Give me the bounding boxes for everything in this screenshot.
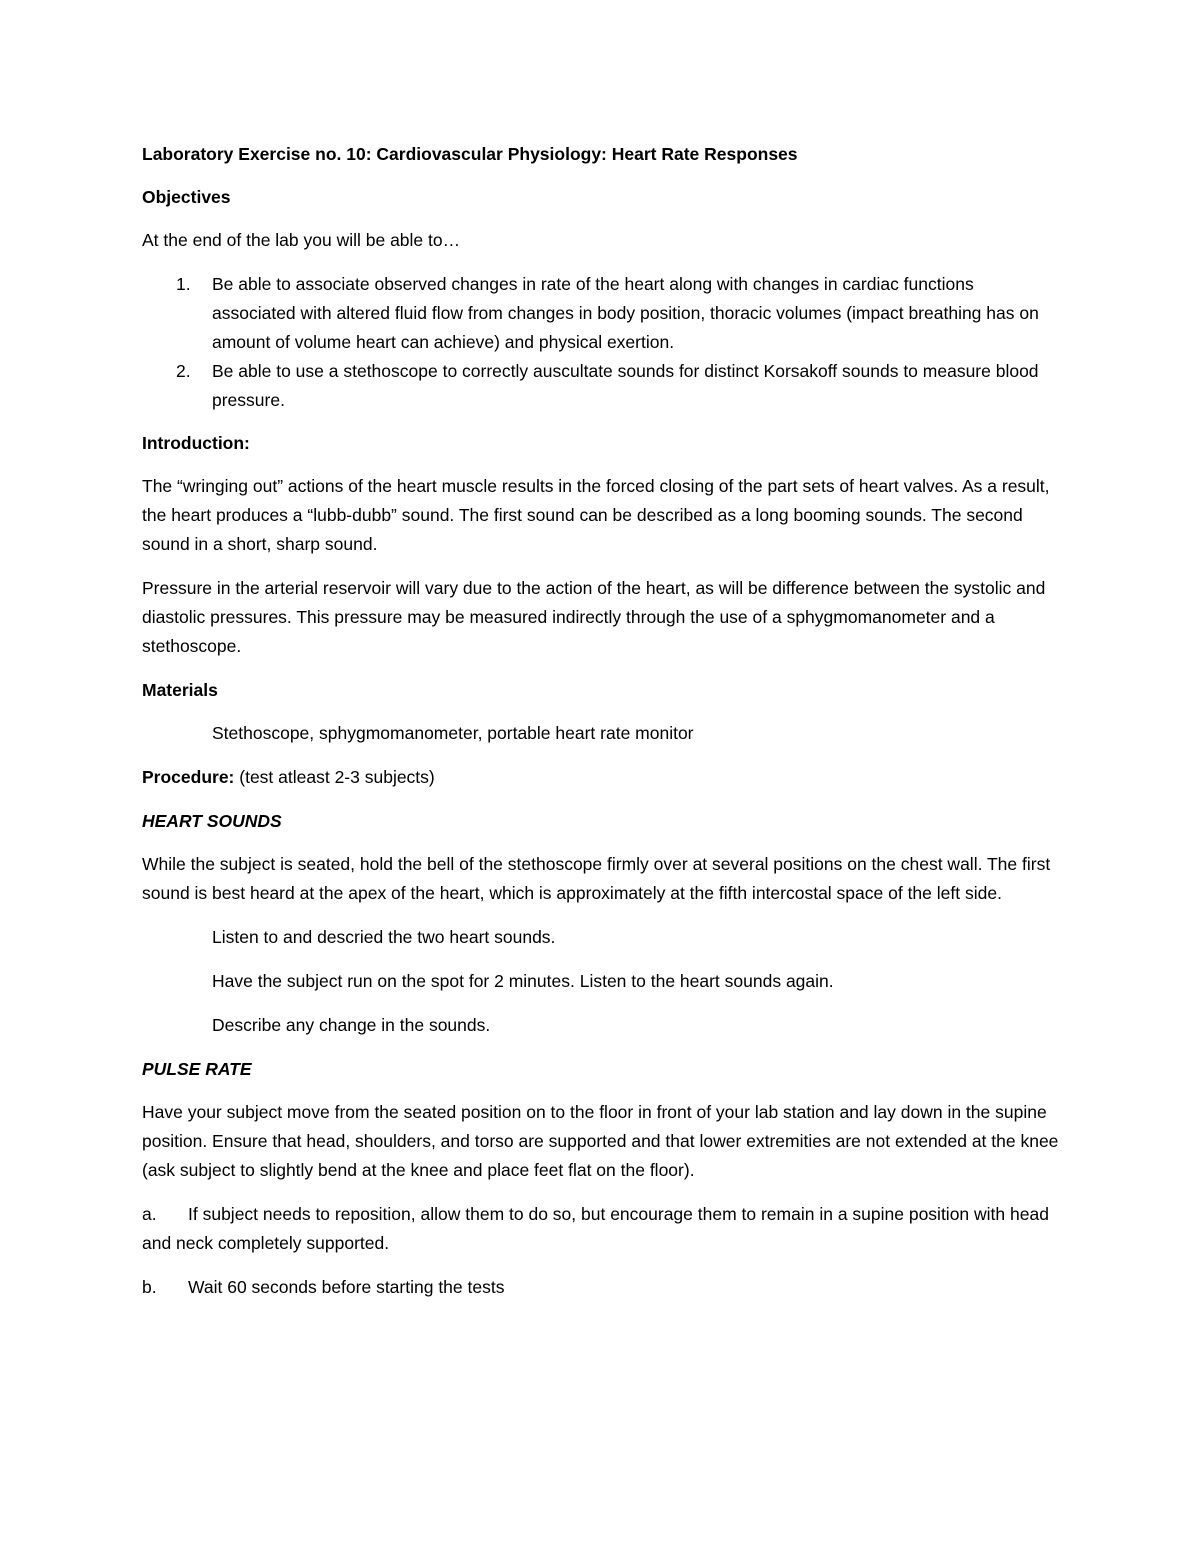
objective-item xyxy=(142,357,1062,415)
introduction-heading: Introduction: xyxy=(142,433,250,453)
pulse-rate-paragraph: Have your subject move from the seated position on to the floor in front of your lab station and lay down in the supine position. Ensure that head, shoulders, and torso are supported and that lower extremities are not extended at the knee (ask subject to slightly bend at the knee and place feet flat on the floor). xyxy=(142,1102,1059,1180)
step-letter: b. xyxy=(142,1277,157,1297)
objectives-intro: At the end of the lab you will be able to… xyxy=(142,230,461,250)
pulse-rate-heading: PULSE RATE xyxy=(142,1059,252,1079)
heart-sounds-step: Have the subject run on the spot for 2 minutes. Listen to the heart sounds again. xyxy=(212,971,834,991)
objective-item xyxy=(142,270,1062,357)
heart-sounds-step: Listen to and descried the two heart sounds. xyxy=(212,927,556,947)
materials-heading: Materials xyxy=(142,680,218,700)
procedure-heading: Procedure: xyxy=(142,767,235,787)
heart-sounds-heading: HEART SOUNDS xyxy=(142,811,282,831)
step-letter: a. xyxy=(142,1204,157,1224)
materials-list: Stethoscope, sphygmomanometer, portable heart rate monitor xyxy=(212,723,694,743)
objectives-heading: Objectives xyxy=(142,187,231,207)
introduction-paragraph: The “wringing out” actions of the heart muscle results in the forced closing of the part sets of heart valves. As a result, the heart produces a “lubb-dubb” sound. The first sound can be described as a long booming sounds. The second sound in a short, sharp sound. xyxy=(142,476,1050,554)
objective-number: 1. xyxy=(176,274,191,294)
introduction-paragraph: Pressure in the arterial reservoir will vary due to the action of the heart, as will be difference between the systolic and diastolic pressures. This pressure may be measured indirectly through the use of a sphygmomanometer and a stethoscope. xyxy=(142,578,1046,656)
pulse-rate-step xyxy=(142,1200,1062,1258)
procedure-note: (test atleast 2-3 subjects) xyxy=(234,767,435,787)
step-text: Wait 60 seconds before starting the tests xyxy=(188,1277,505,1297)
heart-sounds-step: Describe any change in the sounds. xyxy=(212,1015,491,1035)
objective-number: 2. xyxy=(176,361,191,381)
pulse-rate-step xyxy=(142,1273,1062,1302)
document-page xyxy=(142,140,1062,1317)
document-title: Laboratory Exercise no. 10: Cardiovascular Physiology: Heart Rate Responses xyxy=(142,144,798,164)
step-text: If subject needs to reposition, allow them to do so, but encourage them to remain in a supine position with head and neck completely supported. xyxy=(142,1204,1049,1253)
procedure-line xyxy=(142,763,1062,792)
objective-text: Be able to associate observed changes in rate of the heart along with changes in cardiac functions associated with altered fluid flow from changes in body position, thoracic volumes (impact breathing has on amount of volume heart can achieve) and physical exertion. xyxy=(212,274,1039,352)
objectives-list xyxy=(142,270,1062,415)
objective-text: Be able to use a stethoscope to correctly auscultate sounds for distinct Korsakoff sounds to measure blood pressure. xyxy=(212,361,1039,410)
heart-sounds-paragraph: While the subject is seated, hold the bell of the stethoscope firmly over at several positions on the chest wall. The first sound is best heard at the apex of the heart, which is approximately at the fifth intercostal space of the left side. xyxy=(142,854,1051,903)
